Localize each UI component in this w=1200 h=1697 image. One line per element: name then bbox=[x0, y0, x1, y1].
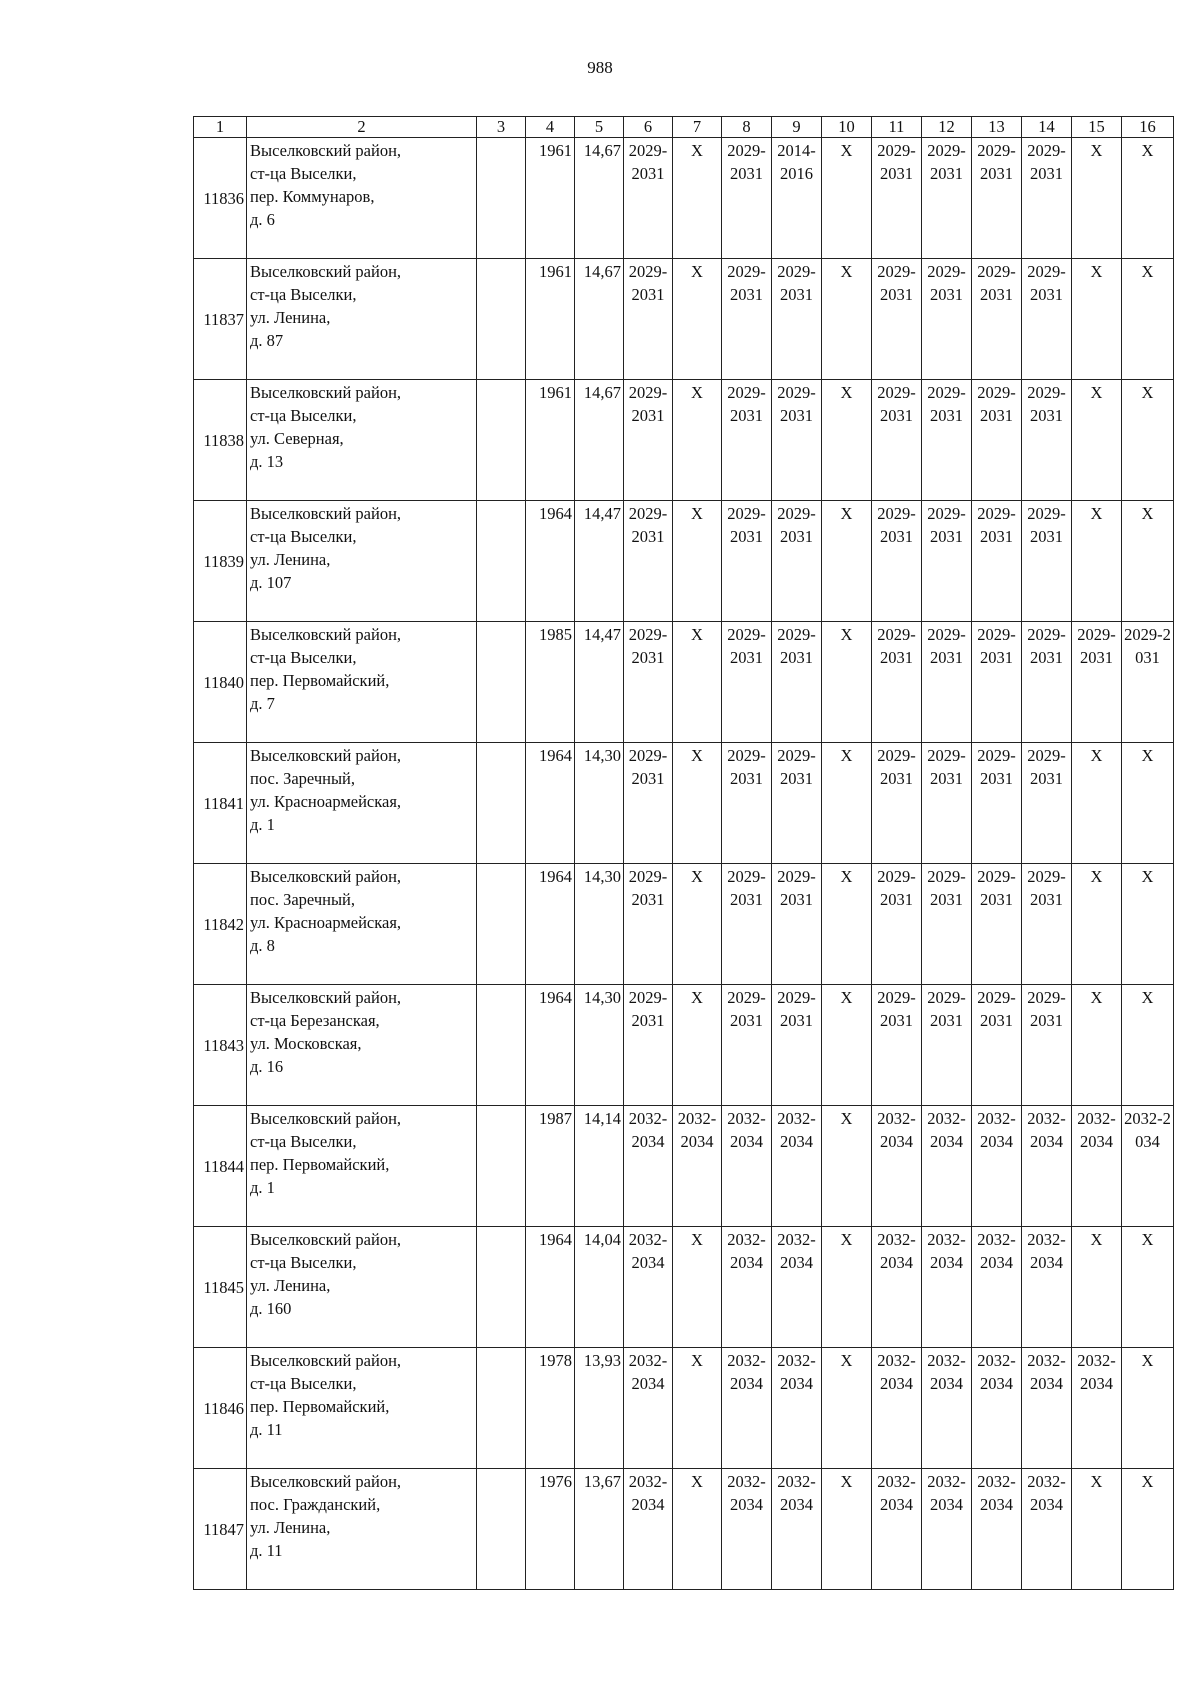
year-cell: 1961 bbox=[526, 259, 575, 380]
column-header: 7 bbox=[673, 117, 722, 138]
period-cell-11: 2029-2031 bbox=[872, 380, 922, 501]
period-cell-11: 2029-2031 bbox=[872, 985, 922, 1106]
address-line: Выселковский район, bbox=[250, 1109, 402, 1128]
period-cell-9: 2032-2034 bbox=[772, 1348, 822, 1469]
address-line: д. 7 bbox=[250, 694, 275, 713]
period-cell-7: X bbox=[673, 985, 722, 1106]
object-number: 11836 bbox=[194, 138, 247, 259]
address-line: ул. Ленина, bbox=[250, 1518, 331, 1537]
period-cell-9: 2029-2031 bbox=[772, 985, 822, 1106]
period-cell-7: X bbox=[673, 1348, 722, 1469]
period-cell-7: X bbox=[673, 622, 722, 743]
address-line: ст-ца Выселки, bbox=[250, 406, 357, 425]
address-line: д. 8 bbox=[250, 936, 275, 955]
address-line: ул. Ленина, bbox=[250, 550, 331, 569]
column-header: 14 bbox=[1022, 117, 1072, 138]
period-cell-14: 2029-2031 bbox=[1022, 259, 1072, 380]
period-cell-8: 2029-2031 bbox=[722, 501, 772, 622]
col-3-cell bbox=[477, 1106, 526, 1227]
address-line: Выселковский район, bbox=[250, 1472, 402, 1491]
address-line: Выселковский район, bbox=[250, 1230, 402, 1249]
period-cell-9: 2029-2031 bbox=[772, 622, 822, 743]
address-line: Выселковский район, bbox=[250, 867, 402, 886]
period-cell-16: X bbox=[1122, 138, 1174, 259]
address-line: пос. Гражданский, bbox=[250, 1495, 381, 1514]
period-cell-15: 2032-2034 bbox=[1072, 1106, 1122, 1227]
address-line: д. 107 bbox=[250, 573, 292, 592]
period-cell-6: 2029-2031 bbox=[624, 622, 673, 743]
period-cell-14: 2032-2034 bbox=[1022, 1227, 1072, 1348]
header-row bbox=[194, 117, 1174, 138]
column-header: 1 bbox=[194, 117, 247, 138]
period-cell-8: 2032-2034 bbox=[722, 1469, 772, 1590]
period-cell-10: X bbox=[822, 1469, 872, 1590]
period-cell-10: X bbox=[822, 743, 872, 864]
address-line: ст-ца Выселки, bbox=[250, 648, 357, 667]
period-cell-15: X bbox=[1072, 743, 1122, 864]
address-cell bbox=[247, 864, 477, 985]
period-cell-16: X bbox=[1122, 1227, 1174, 1348]
period-cell-16: X bbox=[1122, 985, 1174, 1106]
period-cell-10: X bbox=[822, 380, 872, 501]
period-cell-13: 2029-2031 bbox=[972, 622, 1022, 743]
period-cell-6: 2032-2034 bbox=[624, 1227, 673, 1348]
address-cell bbox=[247, 985, 477, 1106]
period-cell-7: X bbox=[673, 1469, 722, 1590]
period-cell-13: 2029-2031 bbox=[972, 259, 1022, 380]
period-cell-16: X bbox=[1122, 259, 1174, 380]
year-cell: 1964 bbox=[526, 1227, 575, 1348]
period-cell-9: 2032-2034 bbox=[772, 1106, 822, 1227]
year-cell: 1964 bbox=[526, 501, 575, 622]
period-cell-11: 2032-2034 bbox=[872, 1106, 922, 1227]
value-cell: 14,47 bbox=[575, 622, 624, 743]
value-cell: 14,14 bbox=[575, 1106, 624, 1227]
period-cell-6: 2032-2034 bbox=[624, 1106, 673, 1227]
period-cell-12: 2029-2031 bbox=[922, 259, 972, 380]
period-cell-15: X bbox=[1072, 1227, 1122, 1348]
column-header: 9 bbox=[772, 117, 822, 138]
period-cell-8: 2032-2034 bbox=[722, 1106, 772, 1227]
year-cell: 1964 bbox=[526, 743, 575, 864]
value-cell: 13,93 bbox=[575, 1348, 624, 1469]
address-cell bbox=[247, 743, 477, 864]
period-cell-11: 2029-2031 bbox=[872, 259, 922, 380]
period-cell-16: X bbox=[1122, 1469, 1174, 1590]
period-cell-6: 2029-2031 bbox=[624, 138, 673, 259]
period-cell-9: 2029-2031 bbox=[772, 501, 822, 622]
period-cell-15: X bbox=[1072, 1469, 1122, 1590]
value-cell: 14,30 bbox=[575, 743, 624, 864]
value-cell: 14,47 bbox=[575, 501, 624, 622]
page-number: 988 bbox=[587, 58, 613, 77]
period-cell-8: 2029-2031 bbox=[722, 864, 772, 985]
period-cell-9: 2014-2016 bbox=[772, 138, 822, 259]
column-header: 11 bbox=[872, 117, 922, 138]
object-number: 11846 bbox=[194, 1348, 247, 1469]
col-3-cell bbox=[477, 1469, 526, 1590]
period-cell-13: 2029-2031 bbox=[972, 380, 1022, 501]
address-line: д. 6 bbox=[250, 210, 275, 229]
period-cell-14: 2032-2034 bbox=[1022, 1348, 1072, 1469]
address-line: д. 87 bbox=[250, 331, 284, 350]
table-row bbox=[194, 1469, 1174, 1590]
period-cell-7: X bbox=[673, 138, 722, 259]
object-number: 11839 bbox=[194, 501, 247, 622]
period-cell-15: X bbox=[1072, 138, 1122, 259]
address-line: пер. Первомайский, bbox=[250, 1155, 390, 1174]
period-cell-9: 2032-2034 bbox=[772, 1227, 822, 1348]
period-cell-14: 2029-2031 bbox=[1022, 864, 1072, 985]
column-header: 5 bbox=[575, 117, 624, 138]
period-cell-7: X bbox=[673, 259, 722, 380]
period-cell-12: 2029-2031 bbox=[922, 985, 972, 1106]
period-cell-13: 2029-2031 bbox=[972, 985, 1022, 1106]
column-header: 12 bbox=[922, 117, 972, 138]
year-cell: 1987 bbox=[526, 1106, 575, 1227]
object-number: 11837 bbox=[194, 259, 247, 380]
address-line: ул. Красноармейская, bbox=[250, 792, 402, 811]
table-row bbox=[194, 1106, 1174, 1227]
period-cell-11: 2029-2031 bbox=[872, 138, 922, 259]
period-cell-12: 2029-2031 bbox=[922, 380, 972, 501]
year-cell: 1985 bbox=[526, 622, 575, 743]
address-cell bbox=[247, 1469, 477, 1590]
col-3-cell bbox=[477, 501, 526, 622]
table-row bbox=[194, 1227, 1174, 1348]
period-cell-11: 2029-2031 bbox=[872, 743, 922, 864]
period-cell-6: 2029-2031 bbox=[624, 743, 673, 864]
address-line: ст-ца Выселки, bbox=[250, 527, 357, 546]
period-cell-13: 2029-2031 bbox=[972, 138, 1022, 259]
object-number: 11847 bbox=[194, 1469, 247, 1590]
period-cell-8: 2029-2031 bbox=[722, 380, 772, 501]
period-cell-9: 2029-2031 bbox=[772, 259, 822, 380]
period-cell-7: 2032-2034 bbox=[673, 1106, 722, 1227]
column-header: 15 bbox=[1072, 117, 1122, 138]
period-cell-9: 2029-2031 bbox=[772, 380, 822, 501]
period-cell-10: X bbox=[822, 259, 872, 380]
column-header: 4 bbox=[526, 117, 575, 138]
address-line: д. 160 bbox=[250, 1299, 292, 1318]
address-line: Выселковский район, bbox=[250, 746, 402, 765]
period-cell-16: X bbox=[1122, 864, 1174, 985]
period-cell-14: 2029-2031 bbox=[1022, 622, 1072, 743]
address-cell bbox=[247, 1348, 477, 1469]
address-cell bbox=[247, 622, 477, 743]
period-cell-6: 2032-2034 bbox=[624, 1348, 673, 1469]
period-cell-12: 2029-2031 bbox=[922, 138, 972, 259]
col-3-cell bbox=[477, 259, 526, 380]
period-cell-6: 2032-2034 bbox=[624, 1469, 673, 1590]
period-cell-16: 2032-2034 bbox=[1122, 1106, 1174, 1227]
address-line: д. 1 bbox=[250, 1178, 275, 1197]
address-line: пос. Заречный, bbox=[250, 769, 355, 788]
period-cell-15: X bbox=[1072, 380, 1122, 501]
period-cell-14: 2029-2031 bbox=[1022, 743, 1072, 864]
address-line: пер. Коммунаров, bbox=[250, 187, 375, 206]
address-line: Выселковский район, bbox=[250, 383, 402, 402]
period-cell-13: 2032-2034 bbox=[972, 1348, 1022, 1469]
period-cell-14: 2029-2031 bbox=[1022, 985, 1072, 1106]
address-cell bbox=[247, 138, 477, 259]
value-cell: 13,67 bbox=[575, 1469, 624, 1590]
object-number: 11844 bbox=[194, 1106, 247, 1227]
register-table bbox=[193, 116, 1174, 1590]
col-3-cell bbox=[477, 1227, 526, 1348]
address-cell bbox=[247, 380, 477, 501]
year-cell: 1964 bbox=[526, 864, 575, 985]
address-cell bbox=[247, 1227, 477, 1348]
period-cell-16: 2029-2031 bbox=[1122, 622, 1174, 743]
period-cell-6: 2029-2031 bbox=[624, 380, 673, 501]
col-3-cell bbox=[477, 1348, 526, 1469]
period-cell-14: 2032-2034 bbox=[1022, 1106, 1072, 1227]
period-cell-13: 2029-2031 bbox=[972, 501, 1022, 622]
period-cell-14: 2029-2031 bbox=[1022, 380, 1072, 501]
address-line: Выселковский район, bbox=[250, 1351, 402, 1370]
period-cell-13: 2029-2031 bbox=[972, 864, 1022, 985]
period-cell-14: 2029-2031 bbox=[1022, 138, 1072, 259]
period-cell-16: X bbox=[1122, 743, 1174, 864]
year-cell: 1961 bbox=[526, 380, 575, 501]
period-cell-11: 2029-2031 bbox=[872, 501, 922, 622]
period-cell-16: X bbox=[1122, 380, 1174, 501]
period-cell-13: 2029-2031 bbox=[972, 743, 1022, 864]
period-cell-15: X bbox=[1072, 985, 1122, 1106]
period-cell-9: 2029-2031 bbox=[772, 864, 822, 985]
period-cell-12: 2029-2031 bbox=[922, 743, 972, 864]
object-number: 11840 bbox=[194, 622, 247, 743]
year-cell: 1976 bbox=[526, 1469, 575, 1590]
address-line: ул. Красноармейская, bbox=[250, 913, 402, 932]
period-cell-8: 2032-2034 bbox=[722, 1348, 772, 1469]
address-line: Выселковский район, bbox=[250, 625, 402, 644]
address-line: ст-ца Выселки, bbox=[250, 164, 357, 183]
address-line: ул. Московская, bbox=[250, 1034, 362, 1053]
address-line: пер. Первомайский, bbox=[250, 671, 390, 690]
address-line: ул. Ленина, bbox=[250, 1276, 331, 1295]
period-cell-10: X bbox=[822, 864, 872, 985]
period-cell-6: 2029-2031 bbox=[624, 864, 673, 985]
col-3-cell bbox=[477, 985, 526, 1106]
col-3-cell bbox=[477, 622, 526, 743]
address-cell bbox=[247, 501, 477, 622]
object-number: 11841 bbox=[194, 743, 247, 864]
value-cell: 14,30 bbox=[575, 864, 624, 985]
period-cell-14: 2029-2031 bbox=[1022, 501, 1072, 622]
address-line: Выселковский район, bbox=[250, 988, 402, 1007]
address-line: ст-ца Выселки, bbox=[250, 1374, 357, 1393]
period-cell-10: X bbox=[822, 1106, 872, 1227]
address-line: ст-ца Выселки, bbox=[250, 1253, 357, 1272]
period-cell-9: 2032-2034 bbox=[772, 1469, 822, 1590]
address-line: ул. Ленина, bbox=[250, 308, 331, 327]
address-line: д. 16 bbox=[250, 1057, 284, 1076]
period-cell-11: 2032-2034 bbox=[872, 1469, 922, 1590]
value-cell: 14,04 bbox=[575, 1227, 624, 1348]
period-cell-12: 2032-2034 bbox=[922, 1227, 972, 1348]
table-row bbox=[194, 501, 1174, 622]
object-number: 11842 bbox=[194, 864, 247, 985]
address-line: ст-ца Березанская, bbox=[250, 1011, 380, 1030]
address-line: д. 11 bbox=[250, 1420, 283, 1439]
period-cell-15: 2029-2031 bbox=[1072, 622, 1122, 743]
period-cell-12: 2029-2031 bbox=[922, 501, 972, 622]
period-cell-12: 2029-2031 bbox=[922, 622, 972, 743]
year-cell: 1961 bbox=[526, 138, 575, 259]
period-cell-12: 2032-2034 bbox=[922, 1106, 972, 1227]
period-cell-8: 2029-2031 bbox=[722, 622, 772, 743]
period-cell-7: X bbox=[673, 1227, 722, 1348]
period-cell-15: 2032-2034 bbox=[1072, 1348, 1122, 1469]
value-cell: 14,67 bbox=[575, 259, 624, 380]
column-header: 6 bbox=[624, 117, 673, 138]
period-cell-10: X bbox=[822, 501, 872, 622]
period-cell-14: 2032-2034 bbox=[1022, 1469, 1072, 1590]
address-line: Выселковский район, bbox=[250, 262, 402, 281]
period-cell-10: X bbox=[822, 622, 872, 743]
period-cell-10: X bbox=[822, 985, 872, 1106]
period-cell-6: 2029-2031 bbox=[624, 259, 673, 380]
period-cell-8: 2029-2031 bbox=[722, 743, 772, 864]
period-cell-10: X bbox=[822, 1348, 872, 1469]
object-number: 11843 bbox=[194, 985, 247, 1106]
period-cell-13: 2032-2034 bbox=[972, 1469, 1022, 1590]
object-number: 11845 bbox=[194, 1227, 247, 1348]
period-cell-8: 2032-2034 bbox=[722, 1227, 772, 1348]
column-header: 2 bbox=[247, 117, 477, 138]
period-cell-9: 2029-2031 bbox=[772, 743, 822, 864]
period-cell-15: X bbox=[1072, 501, 1122, 622]
address-cell bbox=[247, 1106, 477, 1227]
column-header: 8 bbox=[722, 117, 772, 138]
column-header: 13 bbox=[972, 117, 1022, 138]
year-cell: 1964 bbox=[526, 985, 575, 1106]
period-cell-13: 2032-2034 bbox=[972, 1106, 1022, 1227]
object-number: 11838 bbox=[194, 380, 247, 501]
address-line: ст-ца Выселки, bbox=[250, 1132, 357, 1151]
address-line: ул. Северная, bbox=[250, 429, 344, 448]
address-line: д. 13 bbox=[250, 452, 284, 471]
period-cell-6: 2029-2031 bbox=[624, 501, 673, 622]
address-line: Выселковский район, bbox=[250, 504, 402, 523]
period-cell-6: 2029-2031 bbox=[624, 985, 673, 1106]
value-cell: 14,67 bbox=[575, 380, 624, 501]
period-cell-8: 2029-2031 bbox=[722, 138, 772, 259]
address-line: д. 11 bbox=[250, 1541, 283, 1560]
address-cell bbox=[247, 259, 477, 380]
period-cell-10: X bbox=[822, 138, 872, 259]
table-row bbox=[194, 622, 1174, 743]
address-line: ст-ца Выселки, bbox=[250, 285, 357, 304]
period-cell-8: 2029-2031 bbox=[722, 259, 772, 380]
table-row bbox=[194, 1348, 1174, 1469]
period-cell-7: X bbox=[673, 864, 722, 985]
address-line: пер. Первомайский, bbox=[250, 1397, 390, 1416]
column-header: 3 bbox=[477, 117, 526, 138]
value-cell: 14,67 bbox=[575, 138, 624, 259]
col-3-cell bbox=[477, 743, 526, 864]
table-row bbox=[194, 985, 1174, 1106]
period-cell-11: 2032-2034 bbox=[872, 1227, 922, 1348]
period-cell-16: X bbox=[1122, 501, 1174, 622]
period-cell-16: X bbox=[1122, 1348, 1174, 1469]
period-cell-8: 2029-2031 bbox=[722, 985, 772, 1106]
period-cell-10: X bbox=[822, 1227, 872, 1348]
period-cell-11: 2029-2031 bbox=[872, 622, 922, 743]
col-3-cell bbox=[477, 864, 526, 985]
table-row bbox=[194, 259, 1174, 380]
period-cell-11: 2032-2034 bbox=[872, 1348, 922, 1469]
column-header: 16 bbox=[1122, 117, 1174, 138]
table-row bbox=[194, 864, 1174, 985]
period-cell-13: 2032-2034 bbox=[972, 1227, 1022, 1348]
period-cell-15: X bbox=[1072, 259, 1122, 380]
period-cell-12: 2032-2034 bbox=[922, 1469, 972, 1590]
period-cell-12: 2032-2034 bbox=[922, 1348, 972, 1469]
address-line: Выселковский район, bbox=[250, 141, 402, 160]
col-3-cell bbox=[477, 138, 526, 259]
period-cell-7: X bbox=[673, 743, 722, 864]
address-line: пос. Заречный, bbox=[250, 890, 355, 909]
year-cell: 1978 bbox=[526, 1348, 575, 1469]
period-cell-15: X bbox=[1072, 864, 1122, 985]
period-cell-12: 2029-2031 bbox=[922, 864, 972, 985]
table-row bbox=[194, 138, 1174, 259]
table-row bbox=[194, 380, 1174, 501]
table-row bbox=[194, 743, 1174, 864]
address-line: д. 1 bbox=[250, 815, 275, 834]
period-cell-11: 2029-2031 bbox=[872, 864, 922, 985]
column-header: 10 bbox=[822, 117, 872, 138]
period-cell-7: X bbox=[673, 380, 722, 501]
value-cell: 14,30 bbox=[575, 985, 624, 1106]
period-cell-7: X bbox=[673, 501, 722, 622]
col-3-cell bbox=[477, 380, 526, 501]
